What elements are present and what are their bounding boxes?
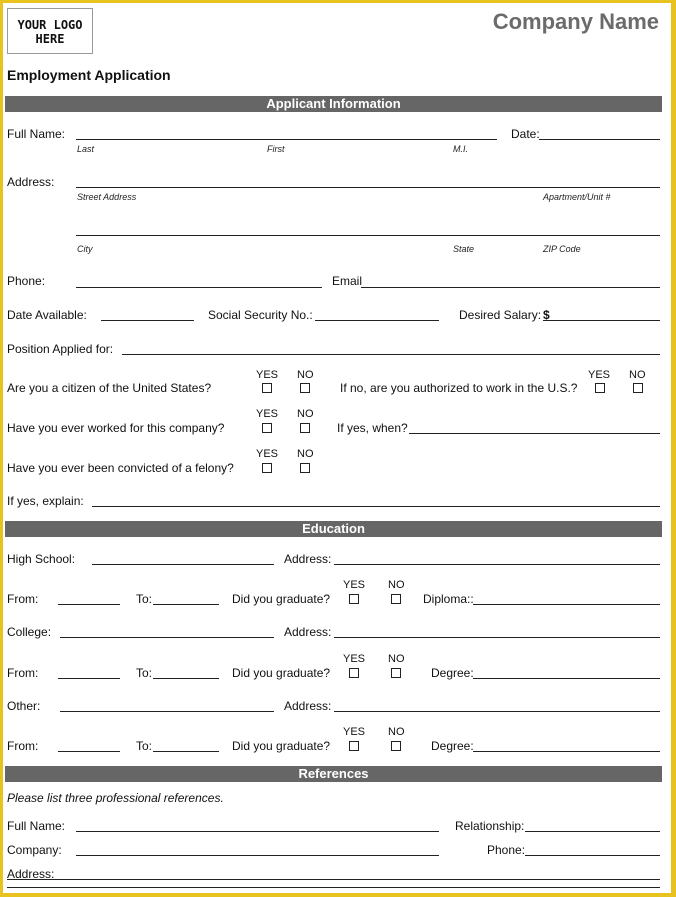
relationship-field[interactable]: [525, 831, 660, 832]
felony-no-checkbox[interactable]: [300, 463, 310, 473]
full-name-label: Full Name:: [7, 127, 66, 141]
zip-caption: ZIP Code: [543, 244, 581, 254]
email-label: Email: [332, 274, 363, 288]
college-yes-label: YES: [343, 653, 366, 665]
desired-salary-field[interactable]: [543, 320, 660, 321]
college-to-label: To:: [136, 666, 153, 680]
city-caption: City: [77, 244, 93, 254]
hs-no-checkbox[interactable]: [391, 594, 401, 604]
reference-address-label: Address:: [7, 867, 55, 881]
explain-label: If yes, explain:: [7, 494, 84, 508]
authorized-yes-checkbox[interactable]: [595, 383, 605, 393]
company-name: Company Name: [492, 9, 659, 34]
worked-no-label: NO: [297, 408, 314, 420]
section-header-references: References: [5, 766, 662, 782]
reference-name-field[interactable]: [76, 831, 439, 832]
felony-question: Have you ever been convicted of a felony?: [7, 461, 234, 475]
other-to-field[interactable]: [153, 751, 219, 752]
college-no-checkbox[interactable]: [391, 668, 401, 678]
college-address-label: Address:: [284, 625, 332, 639]
street-address-field[interactable]: [76, 187, 660, 188]
other-from-field[interactable]: [58, 751, 120, 752]
reference-name-label: Full Name:: [7, 819, 66, 833]
other-yes-label: YES: [343, 726, 366, 738]
reference-address-line-2[interactable]: [7, 887, 660, 888]
college-field[interactable]: [60, 637, 274, 638]
address-label: Address:: [7, 175, 55, 189]
college-from-field[interactable]: [58, 678, 120, 679]
when-field[interactable]: [409, 433, 660, 434]
worked-question: Have you ever worked for this company?: [7, 421, 225, 435]
reference-address-field[interactable]: [7, 879, 660, 880]
college-label: College:: [7, 625, 52, 639]
date-available-label: Date Available:: [7, 308, 87, 322]
high-school-address-field[interactable]: [334, 564, 660, 565]
logo-line-1: YOUR LOGO: [17, 18, 83, 32]
ssn-field[interactable]: [315, 320, 439, 321]
position-field[interactable]: [122, 354, 660, 355]
date-available-field[interactable]: [101, 320, 194, 321]
ssn-label: Social Security No.:: [208, 308, 313, 322]
salary-currency-symbol: $: [543, 308, 550, 322]
high-school-label: High School:: [7, 552, 76, 566]
other-yes-checkbox[interactable]: [349, 741, 359, 751]
date-field[interactable]: [539, 139, 660, 140]
diploma-label: Diploma::: [423, 592, 474, 606]
references-note: Please list three professional references.: [7, 791, 224, 805]
diploma-field[interactable]: [473, 604, 660, 605]
hs-graduate-question: Did you graduate?: [232, 592, 331, 606]
hs-from-label: From:: [7, 592, 39, 606]
apartment-caption: Apartment/Unit #: [543, 192, 611, 202]
reference-company-field[interactable]: [76, 855, 439, 856]
high-school-address-label: Address:: [284, 552, 332, 566]
form-title: Employment Application: [7, 67, 171, 83]
other-no-label: NO: [388, 726, 405, 738]
relationship-label: Relationship:: [455, 819, 525, 833]
citizen-no-checkbox[interactable]: [300, 383, 310, 393]
other-address-field[interactable]: [334, 711, 660, 712]
reference-phone-label: Phone:: [487, 843, 526, 857]
citizen-question: Are you a citizen of the United States?: [7, 381, 212, 395]
reference-phone-field[interactable]: [525, 855, 660, 856]
hs-to-field[interactable]: [153, 604, 219, 605]
other-degree-field[interactable]: [473, 751, 660, 752]
application-page: [3, 3, 671, 893]
logo-line-2: HERE: [35, 32, 65, 46]
other-degree-label: Degree:: [431, 739, 474, 753]
felony-yes-checkbox[interactable]: [262, 463, 272, 473]
authorized-question: If no, are you authorized to work in the U.S.?: [340, 381, 578, 395]
date-label: Date:: [511, 127, 540, 141]
logo-placeholder: [7, 8, 93, 54]
phone-field[interactable]: [76, 287, 322, 288]
college-yes-checkbox[interactable]: [349, 668, 359, 678]
other-label: Other:: [7, 699, 41, 713]
other-address-label: Address:: [284, 699, 332, 713]
felony-yes-label: YES: [256, 448, 279, 460]
full-name-field[interactable]: [76, 139, 497, 140]
citizen-yes-checkbox[interactable]: [262, 383, 272, 393]
if-yes-when-label: If yes, when?: [337, 421, 408, 435]
college-no-label: NO: [388, 653, 405, 665]
first-name-caption: First: [267, 144, 285, 154]
other-from-label: From:: [7, 739, 39, 753]
college-to-field[interactable]: [153, 678, 219, 679]
authorized-no-checkbox[interactable]: [633, 383, 643, 393]
desired-salary-label: Desired Salary:: [459, 308, 542, 322]
hs-yes-checkbox[interactable]: [349, 594, 359, 604]
worked-yes-label: YES: [256, 408, 279, 420]
hs-from-field[interactable]: [58, 604, 120, 605]
hs-to-label: To:: [136, 592, 153, 606]
other-field[interactable]: [60, 711, 274, 712]
high-school-field[interactable]: [92, 564, 274, 565]
college-degree-label: Degree:: [431, 666, 474, 680]
other-no-checkbox[interactable]: [391, 741, 401, 751]
college-address-field[interactable]: [334, 637, 660, 638]
college-from-label: From:: [7, 666, 39, 680]
email-field[interactable]: [361, 287, 660, 288]
section-header-education: Education: [5, 521, 662, 537]
phone-label: Phone:: [7, 274, 46, 288]
college-degree-field[interactable]: [473, 678, 660, 679]
worked-yes-checkbox[interactable]: [262, 423, 272, 433]
section-header-applicant: Applicant Information: [5, 96, 662, 112]
hs-no-label: NO: [388, 579, 405, 591]
other-graduate-question: Did you graduate?: [232, 739, 331, 753]
citizen-yes-label: YES: [256, 369, 279, 381]
felony-no-label: NO: [297, 448, 314, 460]
city-state-zip-field[interactable]: [76, 235, 660, 236]
last-name-caption: Last: [77, 144, 95, 154]
middle-initial-caption: M.I.: [453, 144, 468, 154]
explain-field[interactable]: [92, 506, 660, 507]
worked-no-checkbox[interactable]: [300, 423, 310, 433]
state-caption: State: [453, 244, 475, 254]
college-graduate-question: Did you graduate?: [232, 666, 331, 680]
authorized-yes-label: YES: [588, 369, 611, 381]
citizen-no-label: NO: [297, 369, 314, 381]
reference-company-label: Company:: [7, 843, 62, 857]
position-label: Position Applied for:: [7, 342, 114, 356]
other-to-label: To:: [136, 739, 153, 753]
street-address-caption: Street Address: [77, 192, 137, 202]
authorized-no-label: NO: [629, 369, 646, 381]
hs-yes-label: YES: [343, 579, 366, 591]
